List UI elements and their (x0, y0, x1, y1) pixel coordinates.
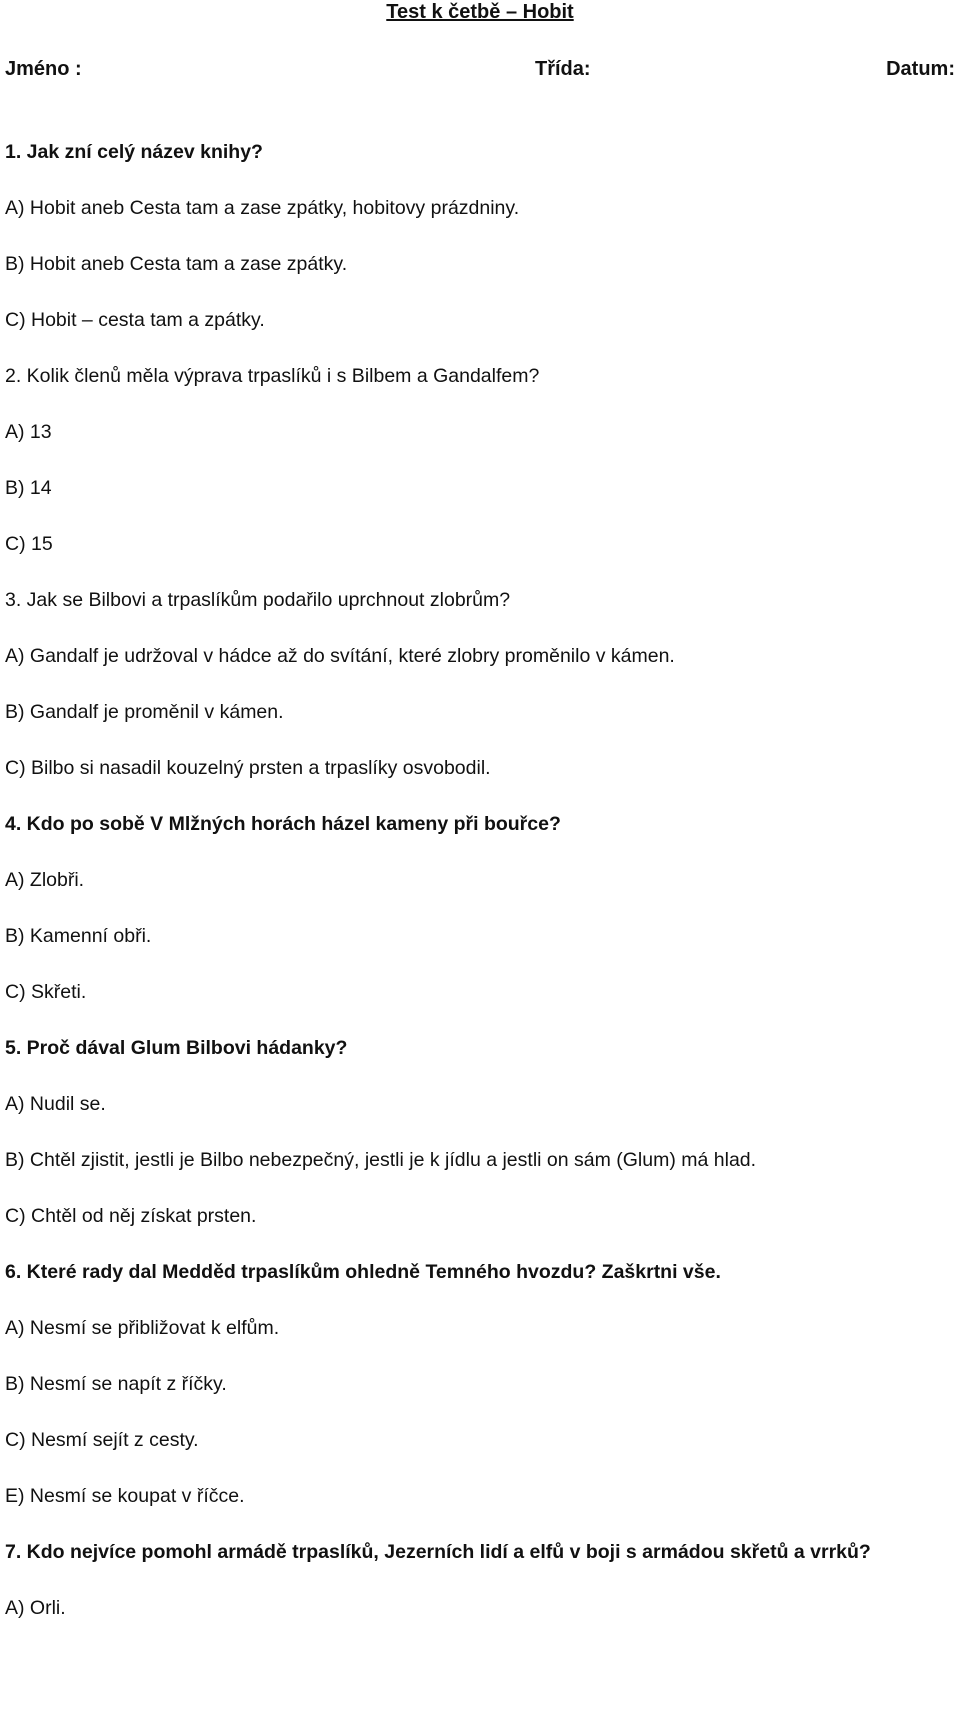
answer-option: C) Nesmí sejít z cesty. (5, 1429, 199, 1451)
answer-option: B) 14 (5, 477, 52, 499)
answer-option: B) Gandalf je proměnil v kámen. (5, 701, 284, 723)
answer-option: B) Hobit aneb Cesta tam a zase zpátky. (5, 253, 348, 275)
question-text: 2. Kolik členů měla výprava trpaslíků i s Bilbem a Gandalfem? (5, 365, 540, 387)
answer-option: C) Hobit – cesta tam a zpátky. (5, 309, 265, 331)
question-text: 6. Které rady dal Medděd trpaslíkům ohledně Temného hvozdu? Zaškrtni vše. (5, 1261, 721, 1283)
class-label: Třída: (535, 58, 591, 80)
answer-option: A) Orli. (5, 1597, 66, 1619)
answer-option: C) Chtěl od něj získat prsten. (5, 1205, 257, 1227)
question-text: 5. Proč dával Glum Bilbovi hádanky? (5, 1037, 348, 1059)
answer-option: E) Nesmí se koupat v říčce. (5, 1485, 245, 1507)
answer-option: A) Zlobři. (5, 869, 85, 891)
answer-option: C) Bilbo si nasadil kouzelný prsten a trpaslíky osvobodil. (5, 757, 491, 779)
name-label: Jméno : (5, 58, 82, 80)
date-label: Datum: (886, 58, 955, 80)
answer-option: C) Skřeti. (5, 981, 87, 1003)
answer-option: A) Gandalf je udržoval v hádce až do svítání, které zlobry proměnilo v kámen. (5, 645, 675, 667)
question-text: 1. Jak zní celý název knihy? (5, 141, 263, 163)
question-text: 4. Kdo po sobě V Mlžných horách házel kameny při bouřce? (5, 813, 561, 835)
answer-option: C) 15 (5, 533, 53, 555)
question-text: 3. Jak se Bilbovi a trpaslíkům podařilo uprchnout zlobrům? (5, 589, 511, 611)
question-text: 7. Kdo nejvíce pomohl armádě trpaslíků, Jezerních lidí a elfů v boji s armádou skřetů a vrrků? (5, 1541, 871, 1563)
answer-option: A) Nesmí se přibližovat k elfům. (5, 1317, 280, 1339)
answer-option: A) Nudil se. (5, 1093, 106, 1115)
answer-option: A) Hobit aneb Cesta tam a zase zpátky, hobitovy prázdniny. (5, 197, 520, 219)
document-title: Test k četbě – Hobit (386, 1, 574, 23)
answer-option: A) 13 (5, 421, 52, 443)
answer-option: B) Kamenní obři. (5, 925, 152, 947)
answer-option: B) Chtěl zjistit, jestli je Bilbo nebezpečný, jestli je k jídlu a jestli on sám (Glum) má hlad. (5, 1149, 757, 1171)
answer-option: B) Nesmí se napít z říčky. (5, 1373, 227, 1395)
